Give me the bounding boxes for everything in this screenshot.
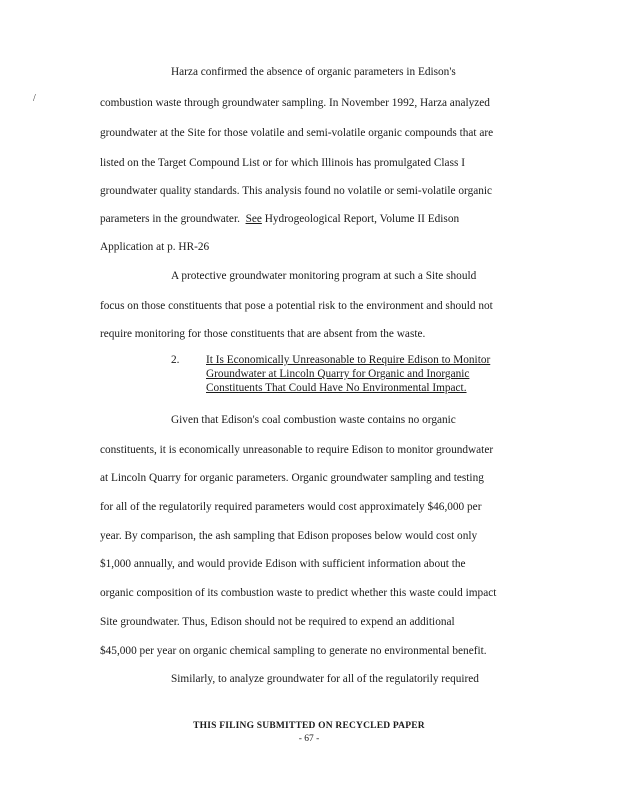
- section-heading-line: Groundwater at Lincoln Quarry for Organic and Inorganic: [206, 368, 470, 380]
- paragraph-line: organic composition of its combustion waste to predict whether this waste could impact: [100, 587, 497, 599]
- paragraph-line: focus on those constituents that pose a potential risk to the environment and should not: [100, 300, 493, 312]
- paragraph-line: groundwater quality standards. This analysis found no volatile or semi-volatile organic: [100, 185, 493, 197]
- paragraph-line: Given that Edison's coal combustion waste contains no organic: [171, 414, 456, 426]
- citation-text: Hydrogeological Report, Volume II Edison: [261, 213, 460, 225]
- paragraph-line: $45,000 per year on organic chemical sampling to generate no environmental benefit.: [100, 645, 487, 657]
- paragraph-line: A protective groundwater monitoring program at such a Site should: [171, 270, 477, 282]
- paragraph-line: Harza confirmed the absence of organic parameters in Edison's: [171, 66, 456, 78]
- paragraph-text: parameters in the groundwater.: [100, 213, 240, 225]
- section-heading-line: It Is Economically Unreasonable to Require Edison to Monitor: [206, 354, 491, 366]
- paragraph-line: listed on the Target Compound List or for which Illinois has promulgated Class I: [100, 157, 465, 169]
- paragraph-line: Site groundwater. Thus, Edison should not be required to expend an additional: [100, 616, 455, 628]
- paragraph-line: year. By comparison, the ash sampling that Edison proposes below would cost only: [100, 530, 478, 542]
- paragraph-line: constituents, it is economically unreasonable to require Edison to monitor groundwater: [100, 444, 494, 456]
- section-heading-line: Constituents That Could Have No Environmental Impact.: [206, 382, 467, 394]
- page-number: - 67 -: [298, 734, 320, 744]
- stray-mark: /: [33, 93, 36, 104]
- citation-line: Application at p. HR-26: [100, 241, 210, 253]
- paragraph-line: groundwater at the Site for those volatile and semi-volatile organic compounds that are: [100, 127, 494, 139]
- paragraph-line: [100, 212, 459, 226]
- recycled-paper-notice: THIS FILING SUBMITTED ON RECYCLED PAPER: [193, 721, 425, 731]
- citation-signal: See: [245, 213, 262, 225]
- section-number: 2.: [171, 354, 180, 366]
- paragraph-line: at Lincoln Quarry for organic parameters. Organic groundwater sampling and testing: [100, 472, 484, 484]
- paragraph-line: $1,000 annually, and would provide Edison with sufficient information about the: [100, 558, 466, 570]
- paragraph-line: Similarly, to analyze groundwater for all of the regulatorily required: [171, 673, 479, 685]
- section-heading: [206, 353, 526, 395]
- paragraph-line: require monitoring for those constituents that are absent from the waste.: [100, 328, 426, 340]
- paragraph-line: combustion waste through groundwater sampling. In November 1992, Harza analyzed: [100, 97, 490, 109]
- paragraph-line: for all of the regulatorily required parameters would cost approximately $46,000 per: [100, 501, 482, 513]
